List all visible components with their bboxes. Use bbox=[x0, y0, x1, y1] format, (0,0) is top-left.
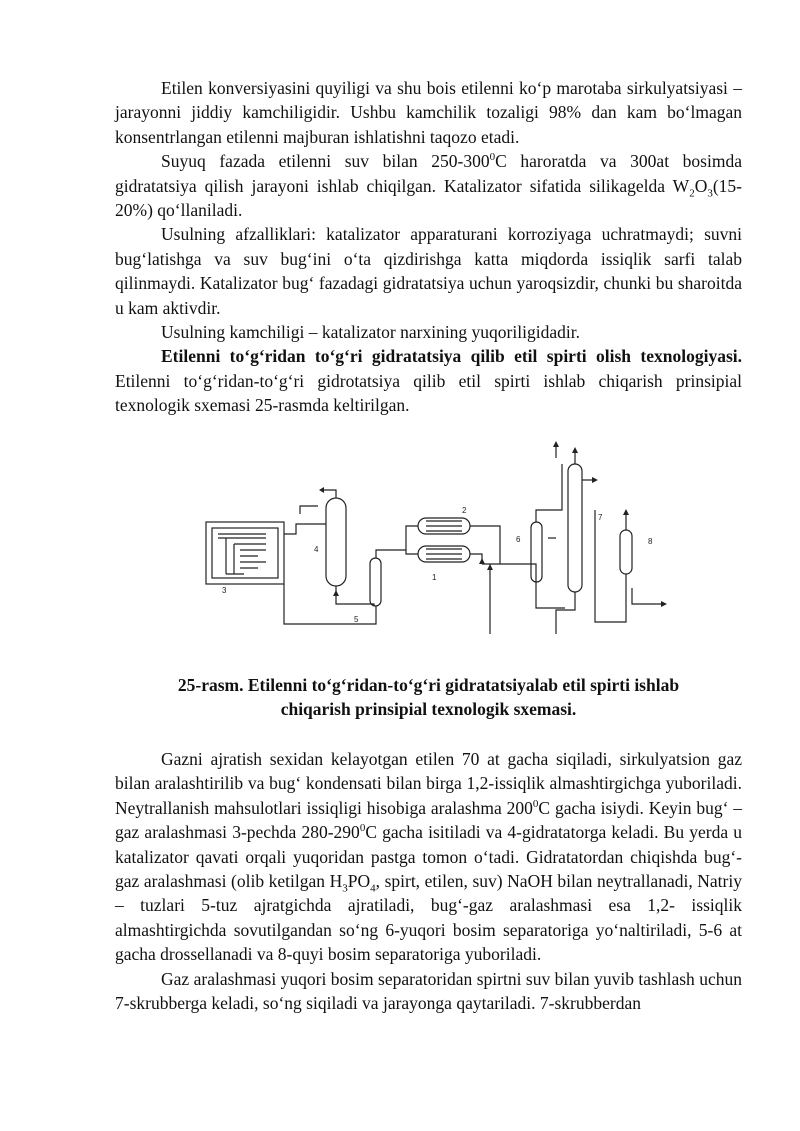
figure-caption bbox=[115, 673, 742, 722]
process-flow-diagram bbox=[200, 438, 670, 638]
caption-line-1: 25-rasm. Etilenni to‘g‘ridan-to‘g‘ri gidratatsiyalab etil spirti ishlab bbox=[177, 675, 680, 695]
paragraph-5: Etilenni to‘g‘ridan to‘g‘ri gidratatsiya qilib etil spirti olish texnologiyasi. Etilenni to‘g‘ridan-to‘g‘ri gidrotatsiya qilib etil spirti ishlab chiqarish prinsipial texnologik sxemasi 25-rasmda keltirilgan. bbox=[115, 346, 742, 416]
paragraph-2: Suyuq fazada etilenni suv bilan $250-300^0C$ haroratda va 300at bosimda gidratatsiya qilish jarayoni ishlab chiqilgan. Katalizator sifatida silikagelda $W_2O_3(15-20\%)$ qo‘llaniladi. bbox=[115, 151, 742, 221]
label-1: 1 bbox=[432, 573, 437, 582]
label-5: 5 bbox=[354, 615, 359, 624]
label-4: 4 bbox=[314, 545, 319, 554]
paragraph-7: Gaz aralashmasi yuqori bosim separatoridan spirtni suv bilan yuvib tashlash uchun 7-skrubberga keladi, so‘ng siqiladi va jarayonga qaytariladi. 7-skrubberdan bbox=[115, 968, 742, 1014]
section-heading: Etilenni to‘g‘ridan to‘g‘ri gidratatsiya qilib etil spirti olish texnologiyasi. bbox=[161, 346, 742, 367]
paragraph-6: Gazni ajratish sexidan kelayotgan etilen 70 at gacha siqiladi, sirkulyatsion gaz bilan aralashtirilib va bug‘ kondensati bilan birga 1,2-issiqlik almashtirgichga yuboriladi. Neytrallanish mahsulotlari issiqligi hisobiga aralashma $200^0C$ gacha isiydi. Keyin bug‘ –gaz aralashmasi 3-pechda $280-290^0C$ gacha isitiladi va 4-gidratatorga keladi. Bu yerda u katalizator qavati orqali yuqoridan pastga tomon o‘tadi. Gidratatordan chiqishda bug‘-gaz aralashmasi (olib ketilgan $H_3PO_4$, spirt, etilen, suv) NaOH bilan neytrallanadi, Natriy – tuzlari 5-tuz ajratgichda ajratiladi, bug‘-gaz aralashmasi esa 1,2- issiqlik almashtirgichda sovutilgandan so‘ng 6-yuqori bosim separatoriga yo‘naltiriladi, 5-6 at gacha drossellanadi va 8-quyi bosim separatoriga yuboriladi. bbox=[115, 749, 742, 965]
bottom-text-block bbox=[115, 747, 742, 1015]
paragraph-4: Usulning kamchiligi – katalizator narxining yuqoriligidadir. bbox=[161, 322, 580, 343]
label-7: 7 bbox=[598, 513, 603, 522]
label-2: 2 bbox=[462, 506, 467, 515]
paragraph-1: Etilen konversiyasini quyiligi va shu bois etilenni ko‘p marotaba sirkulyatsiyasi – jarayonni jiddiy kamchiligidir. Ushbu kamchilik tozaligi 98% dan kam bo‘lmagan konsentrlangan etilenni majburan ishlatishni taqozo etadi. bbox=[115, 78, 742, 147]
label-3: 3 bbox=[222, 586, 227, 595]
top-text-block bbox=[115, 76, 742, 418]
label-8: 8 bbox=[648, 537, 653, 546]
caption-line-2: chiqarish prinsipial texnologik sxemasi. bbox=[280, 699, 577, 720]
paragraph-3: Usulning afzalliklari: katalizator apparaturani korroziyaga uchratmaydi; suvni bug‘latishga va suv bug‘ini o‘ta qizdirishga katta miqdorda issiqlik sarfi talab qilinmaydi. Katalizator bug‘ fazadagi gidratatsiya uchun yaroqsizdir, chunki bu sharoitda u kam aktivdir. bbox=[115, 224, 742, 318]
label-6: 6 bbox=[516, 535, 521, 544]
